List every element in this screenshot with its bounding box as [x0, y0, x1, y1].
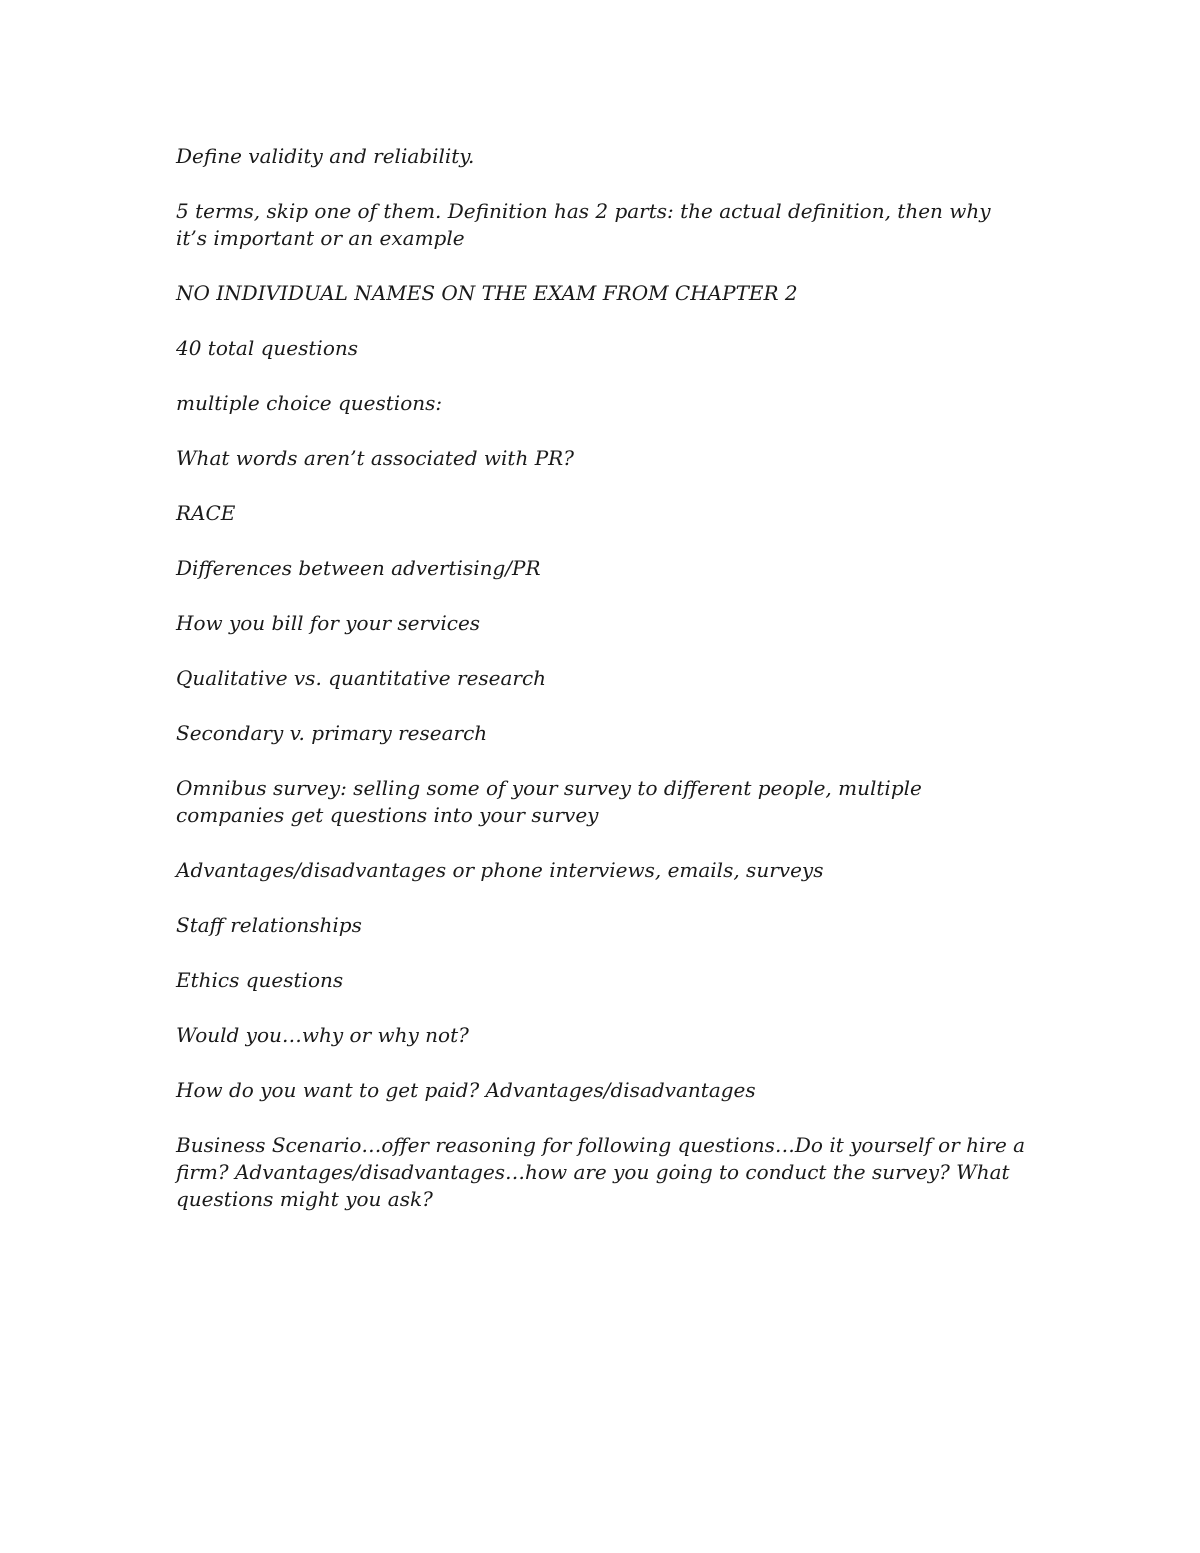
- document-body: [176, 143, 1026, 1241]
- paragraph-total-questions: 40 total questions: [176, 336, 359, 360]
- paragraph-advantages-interviews: Advantages/disadvantages or phone interviews, emails, surveys: [176, 858, 824, 882]
- paragraph-omnibus-survey: Omnibus survey: selling some of your survey to different people, multiple companies get questions into your survey: [176, 776, 922, 827]
- paragraph-pr-words: What words aren’t associated with PR?: [176, 446, 574, 470]
- paragraph-ethics-questions: Ethics questions: [176, 968, 344, 992]
- paragraph-advertising-pr: Differences between advertising/PR: [176, 556, 541, 580]
- paragraph-staff-relationships: Staff relationships: [176, 913, 362, 937]
- paragraph-business-scenario: Business Scenario…offer reasoning for following questions…Do it yourself or hire a firm? Advantages/disadvantages…how are you going to conduct the survey? What questions might you ask?: [176, 1133, 1026, 1211]
- paragraph-would-you: Would you…why or why not?: [176, 1023, 469, 1047]
- paragraph-race: RACE: [176, 501, 236, 525]
- paragraph-five-terms: 5 terms, skip one of them. Definition has 2 parts: the actual definition, then why it’s important or an example: [176, 199, 991, 250]
- paragraph-get-paid: How do you want to get paid? Advantages/disadvantages: [176, 1078, 756, 1102]
- paragraph-no-individual-names: NO INDIVIDUAL NAMES ON THE EXAM FROM CHAPTER 2: [176, 281, 798, 305]
- paragraph-define-validity: Define validity and reliability.: [176, 144, 475, 168]
- paragraph-multiple-choice: multiple choice questions:: [176, 391, 443, 415]
- paragraph-secondary-primary: Secondary v. primary research: [176, 721, 488, 745]
- paragraph-billing: How you bill for your services: [176, 611, 481, 635]
- paragraph-qualitative-quantitative: Qualitative vs. quantitative research: [176, 666, 547, 690]
